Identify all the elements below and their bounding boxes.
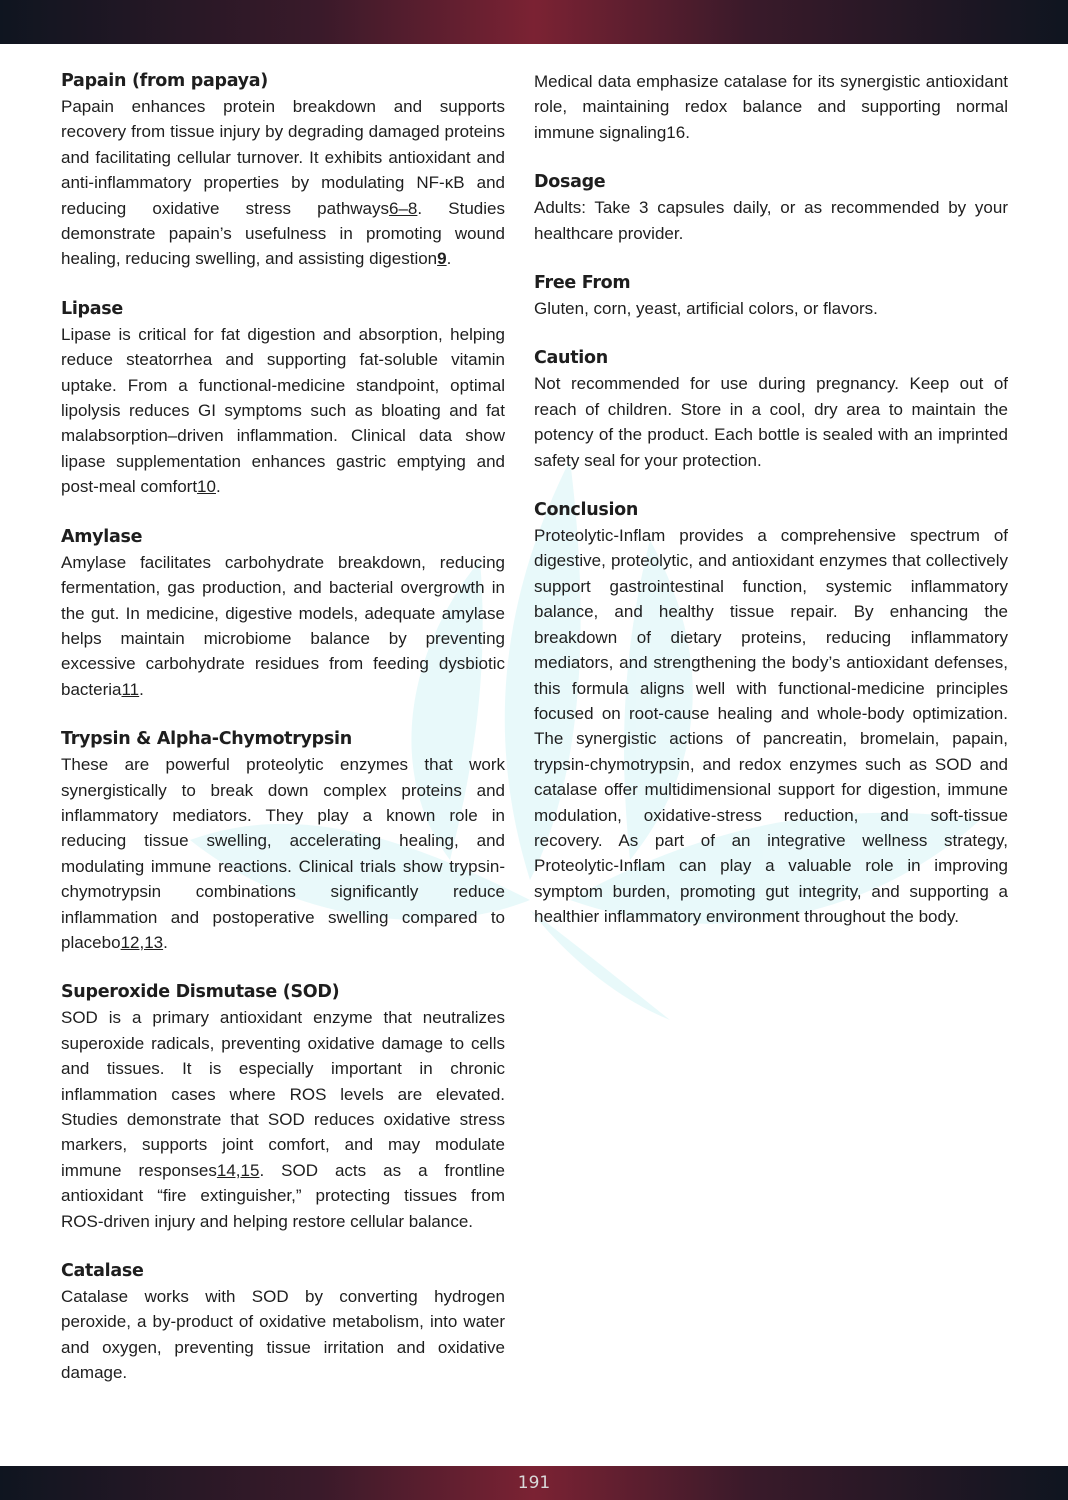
section-catalase	[61, 1259, 505, 1386]
page-number: 191	[517, 1473, 551, 1493]
footer-bar	[0, 1466, 1068, 1500]
section-body: Catalase works with SOD by converting hydrogen peroxide, a by-product of oxidative metabolism, into water and oxygen, preventing tissue irritation and oxidative damage.	[61, 1287, 505, 1383]
section-heading: Papain (from papaya)	[61, 71, 268, 91]
section-body: Proteolytic-Inflam provides a comprehensive spectrum of digestive, proteolytic, and antioxidant enzymes that collectively support gastrointestinal function, systemic inflammatory balance, and healthy tissue repair. By enhancing the breakdown of dietary proteins, reducing inflammatory mediators, and strengthening the body’s antioxidant defenses, this formula aligns well with functional-medicine principles focused on root-cause healing and whole-body optimization. The synergistic actions of pancreatin, bromelain, papain, trypsin-chymotrypsin, and redox enzymes such as SOD and catalase offer multidimensional support for digestion, immune modulation, oxidative-stress reduction, and soft-tissue recovery. As part of an integrative wellness strategy, Proteolytic-Inflam can play a valuable role in improving symptom burden, promoting gut integrity, and supporting a healthier inflammatory environment throughout the body.	[534, 526, 1008, 927]
section-amylase	[61, 525, 505, 702]
section-body: SOD is a primary antioxidant enzyme that neutralizes superoxide radicals, preventing oxidative damage to cells and tissues. It is especially important in chronic inflammation cases where ROS levels are elevated. Studies demonstrate that SOD reduces oxidative stress markers, supports joint comfort, and may modulate immune responses14,15. SOD acts as a frontline antioxidant “fire extinguisher,” protecting tissues from ROS-driven injury and helping restore cellular balance.	[61, 1008, 505, 1231]
section-conclusion	[534, 498, 1008, 930]
citation-link[interactable]: 14,15	[216, 1160, 260, 1180]
section-caution	[534, 346, 1008, 473]
section-body: Lipase is critical for fat digestion and absorption, helping reduce steatorrhea and supporting fat-soluble vitamin uptake. From a functional-medicine standpoint, optimal lipolysis reduces GI symptoms such as bloating and fat malabsorption–driven inflammation. Clinical data show lipase supplementation enhances gastric emptying and post-meal comfort10.	[61, 324, 505, 497]
citation-link[interactable]: 12,13	[120, 932, 164, 952]
section-body: Gluten, corn, yeast, artificial colors, or flavors.	[534, 299, 878, 319]
citation-link[interactable]: 10	[197, 477, 216, 497]
section-heading: Dosage	[534, 172, 606, 193]
section-heading: Free From	[534, 273, 631, 294]
section-body: Amylase facilitates carbohydrate breakdown, reducing fermentation, gas production, and bacterial overgrowth in the gut. In medicine, digestive models, adequate amylase helps maintain microbiome balance by preventing excessive carbohydrate residues from feeding dysbiotic bacteria11.	[61, 552, 505, 699]
section-lipase	[61, 297, 505, 500]
section-sod	[61, 980, 505, 1234]
section-heading: Catalase	[61, 1261, 144, 1282]
right-column	[534, 69, 1008, 955]
citation-link[interactable]: 9	[437, 249, 447, 269]
section-heading: Lipase	[61, 298, 123, 319]
section-heading: Caution	[534, 348, 608, 369]
citation-link[interactable]: 11	[121, 679, 140, 699]
section-heading: Superoxide Dismutase (SOD)	[61, 982, 340, 1003]
section-body: These are powerful proteolytic enzymes that work synergistically to break down complex proteins and inflammatory mediators. They play a known role in reducing tissue swelling, accelerating healing, and modulating immune reactions. Clinical trials show trypsin-chymotrypsin combinations significantly reduce inflammation and postoperative swelling compared to placebo12,13.	[61, 755, 505, 952]
section-free-from	[534, 271, 1008, 321]
section-heading: Trypsin & Alpha-Chymotrypsin	[61, 729, 352, 750]
citation-link[interactable]: 6–8	[389, 198, 418, 218]
section-papain	[61, 69, 505, 272]
section-body: Papain enhances protein breakdown and supports recovery from tissue injury by degrading damaged proteins and facilitating cellular turnover. It exhibits antioxidant and anti-inflammatory properties by modulating NF-κB and reducing oxidative stress pathways6–8. Studies demonstrate papain’s usefulness in promoting wound healing, reducing swelling, and assisting digestion9.	[61, 97, 505, 269]
section-body: Medical data emphasize catalase for its synergistic antioxidant role, maintaining redox balance and supporting normal immune signaling16.	[534, 72, 1008, 142]
header-bar	[0, 0, 1068, 44]
left-column	[61, 69, 505, 1411]
section-heading: Conclusion	[534, 500, 639, 521]
section-body: Not recommended for use during pregnancy. Keep out of reach of children. Store in a cool, dry area to maintain the potency of the product. Each bottle is sealed with an imprinted safety seal for your protection.	[534, 374, 1008, 470]
section-catalase-continued	[534, 69, 1008, 145]
section-dosage	[534, 170, 1008, 246]
section-heading: Amylase	[61, 526, 143, 547]
section-body: Adults: Take 3 capsules daily, or as recommended by your healthcare provider.	[534, 198, 1008, 243]
section-trypsin	[61, 727, 505, 955]
